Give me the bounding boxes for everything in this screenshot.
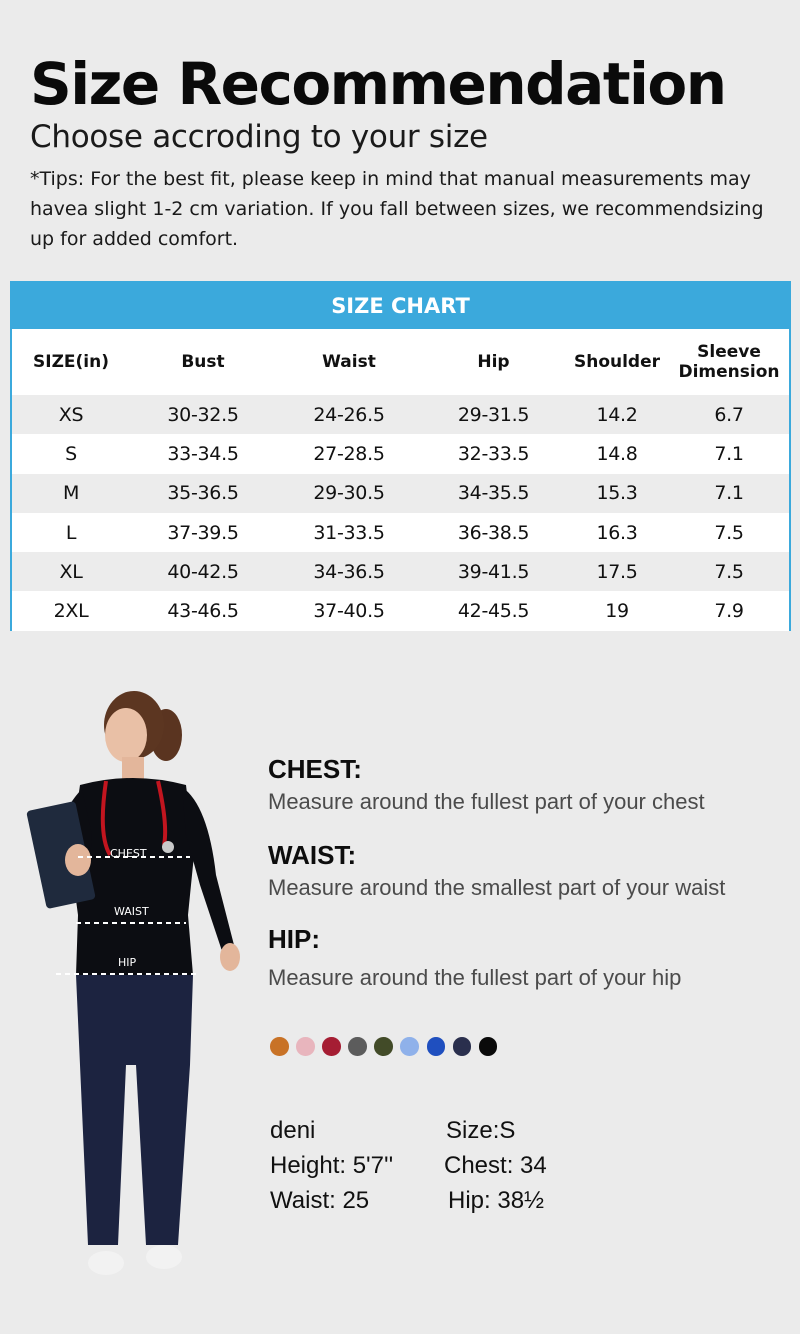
table-row [12,434,789,473]
waist-instruction [268,840,788,902]
table-cell: 40-42.5 [130,552,276,591]
table-cell: 30-32.5 [130,395,276,434]
hip-label: HIP: [268,924,320,954]
table-cell: 17.5 [565,552,669,591]
table-header-row [12,329,789,395]
table-cell: 7.1 [669,474,789,513]
hip-fig-label: HIP [118,956,137,969]
color-swatch[interactable] [479,1037,498,1056]
waist-desc: Measure around the smallest part of your waist [268,875,726,900]
table-cell: 19 [565,591,669,630]
model-info [270,1113,690,1218]
shoe-left [88,1251,124,1275]
table-cell: 34-36.5 [276,552,422,591]
table-cell: 32-33.5 [422,434,565,473]
size-chart-banner: SIZE CHART [12,283,789,329]
shoe-right [146,1245,182,1269]
size-chart [10,281,791,631]
table-cell: 39-41.5 [422,552,565,591]
model-waist: Waist: 25 [270,1187,370,1214]
table-row [12,513,789,552]
table-cell: 7.5 [669,552,789,591]
face [105,708,147,762]
table-cell: XL [12,552,130,591]
table-cell: 24-26.5 [276,395,422,434]
waist-label: WAIST: [268,840,357,870]
col-header-shoulder: Shoulder [573,352,661,372]
hip-instruction [268,924,788,992]
waist-fig-label: WAIST [114,905,149,918]
table-cell: 7.9 [669,591,789,630]
hand-left [65,844,91,876]
model-name: deni [270,1117,316,1144]
page-subtitle: Choose accroding to your size [30,119,488,155]
table-cell: 37-39.5 [130,513,276,552]
model-chest: Chest: 34 [444,1152,547,1179]
model-hip: Hip: 38½ [448,1187,545,1214]
header [30,52,790,254]
col-header-bust: Bust [181,352,225,372]
stethoscope-chestpiece [162,841,174,853]
table-row [12,474,789,513]
table-cell: 37-40.5 [276,591,422,630]
table-cell: 16.3 [565,513,669,552]
model-info-row [270,1148,690,1183]
table-cell: 14.8 [565,434,669,473]
chest-fig-label: CHEST [110,847,147,860]
color-swatch[interactable] [348,1037,367,1056]
table-cell: S [12,434,130,473]
table-cell: 14.2 [565,395,669,434]
tips-text: *Tips: For the best fit, please keep in mind that manual measurements may havea slight 1-2 cm variation. If you fall between sizes, we recommendsizing up for added comfort. [30,168,764,250]
table-cell: 35-36.5 [130,474,276,513]
model-size: Size:S [446,1117,516,1144]
col-header-hip: Hip [477,352,510,372]
color-swatch[interactable] [400,1037,419,1056]
table-row [12,395,789,434]
chest-label: CHEST: [268,754,362,784]
table-cell: M [12,474,130,513]
table-cell: 29-31.5 [422,395,565,434]
model-info-row [270,1113,690,1148]
color-swatch[interactable] [322,1037,341,1056]
color-swatch[interactable] [453,1037,472,1056]
hand-right [220,943,240,971]
table-cell: 15.3 [565,474,669,513]
chest-desc: Measure around the fullest part of your chest [268,789,705,814]
table-cell: 27-28.5 [276,434,422,473]
model-figure [18,685,258,1305]
hip-desc: Measure around the fullest part of your hip [268,965,682,990]
table-cell: 7.5 [669,513,789,552]
color-swatch[interactable] [427,1037,446,1056]
table-cell: 36-38.5 [422,513,565,552]
table-cell: 31-33.5 [276,513,422,552]
color-swatch[interactable] [270,1037,289,1056]
table-cell: 43-46.5 [130,591,276,630]
model-height: Height: 5'7'' [270,1152,394,1179]
color-swatch[interactable] [374,1037,393,1056]
table-cell: XS [12,395,130,434]
table-cell: 42-45.5 [422,591,565,630]
color-swatches [270,1037,497,1057]
table-cell: 6.7 [669,395,789,434]
table-row [12,552,789,591]
table-cell: L [12,513,130,552]
model-info-row [270,1183,690,1218]
col-header-size: SIZE(in) [33,352,109,372]
table-cell: 29-30.5 [276,474,422,513]
table-cell: 33-34.5 [130,434,276,473]
chest-instruction [268,754,788,816]
size-table [12,329,789,631]
page-title: Size Recommendation [30,50,726,118]
color-swatch[interactable] [296,1037,315,1056]
model-illustration [18,685,258,1305]
table-cell: 34-35.5 [422,474,565,513]
table-cell: 2XL [12,591,130,630]
col-header-waist: Waist [322,352,376,372]
table-cell: 7.1 [669,434,789,473]
table-row [12,591,789,630]
col-header-sleeve: Sleeve Dimension [678,342,780,382]
pants [76,975,193,1245]
